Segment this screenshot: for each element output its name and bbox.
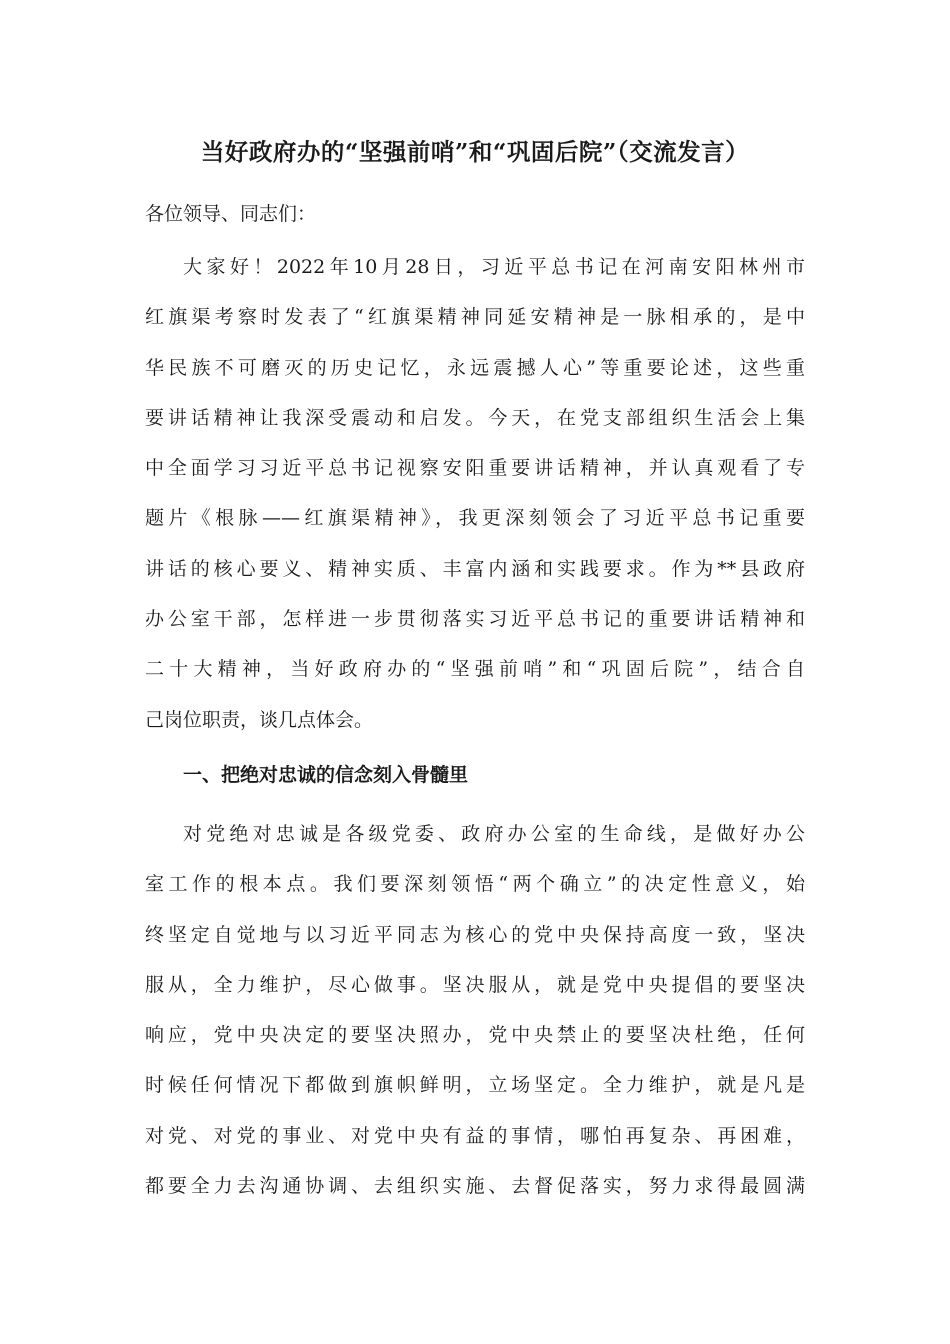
- paragraph-line: 对党、对党的事业、对党中央有益的事情，哪怕再复杂、再困难，: [145, 1124, 805, 1147]
- paragraph-line: 要讲话精神让我深受震动和启发。今天，在党支部组织生活会上集: [145, 406, 805, 429]
- document-title: 当好政府办的“坚强前哨”和“巩固后院”（交流发言）: [200, 138, 750, 166]
- paragraph-line: 大家好！2022年10月28日，习近平总书记在河南安阳林州市: [183, 256, 805, 278]
- paragraph-line: 办公室干部，怎样进一步贯彻落实习近平总书记的重要讲话精神和: [145, 608, 805, 631]
- paragraph-line: 华民族不可磨灭的历史记忆，永远震撼人心”等重要论述，这些重: [145, 356, 805, 379]
- paragraph-line: 中全面学习习近平总书记视察安阳重要讲话精神，并认真观看了专: [145, 457, 805, 480]
- salutation: 各位领导、同志们：: [145, 203, 317, 225]
- paragraph-line: 服从，全力维护，尽心做事。坚决服从，就是党中央提倡的要坚决: [145, 973, 805, 996]
- paragraph-line: 己岗位职责，谈几点体会。: [145, 708, 374, 731]
- paragraph-intro: [145, 242, 805, 745]
- paragraph-line: 讲话的核心要义、精神实质、丰富内涵和实践要求。作为**县政府: [145, 557, 805, 580]
- paragraph-line: 室工作的根本点。我们要深刻领悟“两个确立”的决定性意义，始: [145, 873, 805, 896]
- paragraph-line: 红旗渠考察时发表了“红旗渠精神同延安精神是一脉相承的，是中: [145, 306, 805, 329]
- paragraph-line: 时候任何情况下都做到旗帜鲜明，立场坚定。全力维护，就是凡是: [145, 1074, 805, 1097]
- paragraph-line: 二十大精神，当好政府办的“坚强前哨”和“巩固后院”，结合自: [145, 658, 805, 681]
- paragraph-line: 终坚定自觉地与以习近平同志为核心的党中央保持高度一致，坚决: [145, 923, 805, 946]
- paragraph-line: 对党绝对忠诚是各级党委、政府办公室的生命线，是做好办公: [183, 823, 805, 845]
- paragraph-line: 题片《根脉——红旗渠精神》，我更深刻领会了习近平总书记重要: [145, 507, 805, 530]
- paragraph-line: 都要全力去沟通协调、去组织实施、去督促落实，努力求得最圆满: [145, 1175, 805, 1198]
- paragraph-section-1: [145, 809, 805, 1211]
- section-heading: 一、把绝对忠诚的信念刻入骨髓里: [183, 764, 469, 786]
- paragraph-line: 响应，党中央决定的要坚决照办，党中央禁止的要坚决杜绝，任何: [145, 1024, 805, 1047]
